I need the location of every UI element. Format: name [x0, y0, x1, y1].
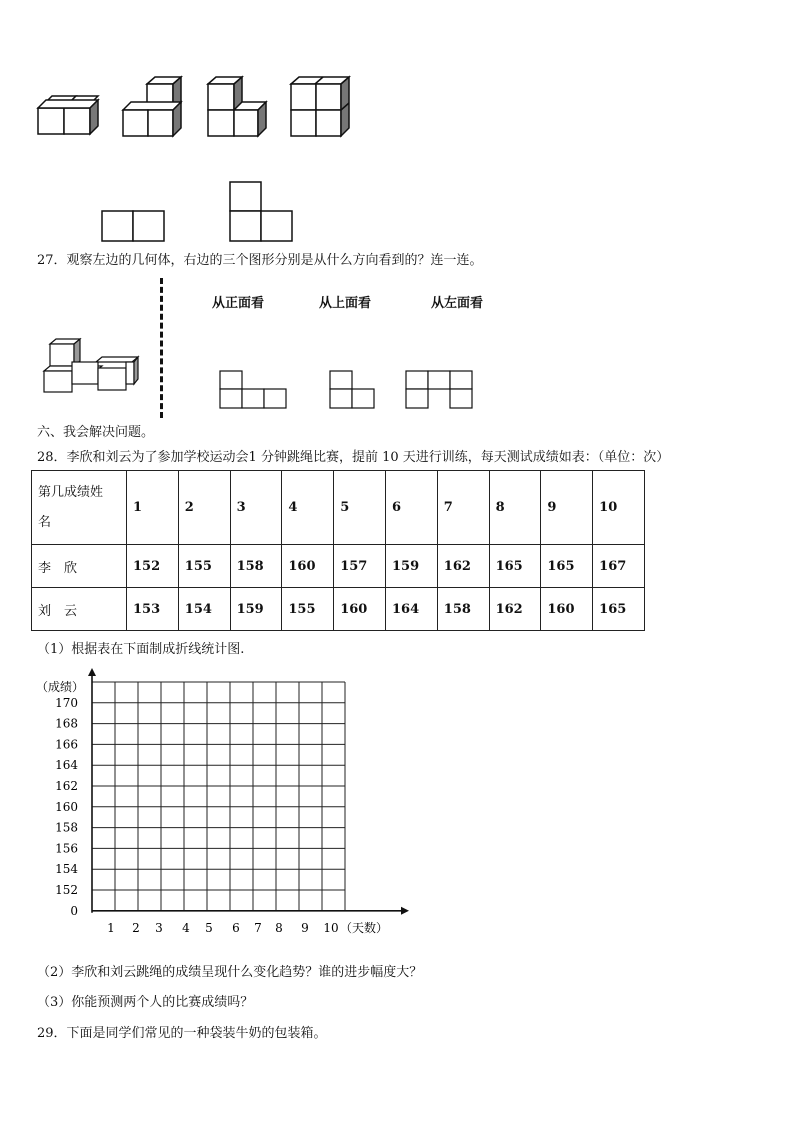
q28-part3: （3）你能预测两个人的比赛成绩吗？ — [37, 995, 254, 1010]
score-cell: 159 — [385, 545, 437, 588]
score-cell: 158 — [437, 588, 489, 631]
day-header: 5 — [334, 471, 386, 545]
day-header: 1 — [127, 471, 179, 545]
score-cell: 165 — [593, 588, 645, 631]
day-header: 9 — [541, 471, 593, 545]
score-cell: 155 — [178, 545, 230, 588]
score-cell: 165 — [489, 545, 541, 588]
q28-part1: （1）根据表在下面制成折线统计图. — [37, 642, 245, 657]
score-cell: 155 — [282, 588, 334, 631]
score-cell: 159 — [230, 588, 282, 631]
corner-line-2: 名 — [38, 514, 52, 530]
x-axis-label: （天数） — [340, 920, 389, 935]
y-axis-label: （成绩） — [36, 680, 85, 694]
view-label-front: 从正面看 — [212, 296, 265, 311]
day-header: 3 — [230, 471, 282, 545]
y-tick-label: 156 — [55, 841, 78, 856]
row-name: 刘 云 — [32, 588, 127, 631]
q27-text: 27．观察左边的几何体，右边的三个图形分别是从什么方向看到的？连一连。 — [37, 253, 483, 268]
y-tick-label: 0 — [70, 903, 78, 918]
x-tick-label: 10 — [323, 920, 339, 935]
score-cell: 152 — [127, 545, 179, 588]
day-header: 7 — [437, 471, 489, 545]
score-cell: 157 — [334, 545, 386, 588]
y-tick-label: 160 — [55, 799, 78, 814]
y-tick-label: 166 — [55, 737, 78, 752]
view-label-left: 从左面看 — [431, 296, 484, 311]
y-tick-label: 168 — [55, 716, 78, 731]
score-cell: 167 — [593, 545, 645, 588]
x-tick-label: 4 — [182, 920, 190, 935]
score-cell: 162 — [437, 545, 489, 588]
day-header: 8 — [489, 471, 541, 545]
score-cell: 165 — [541, 545, 593, 588]
x-tick-label: 5 — [205, 920, 213, 935]
y-axis-arrow — [88, 668, 96, 676]
score-cell: 158 — [230, 545, 282, 588]
y-tick-label: 158 — [55, 820, 78, 835]
x-tick-label: 8 — [275, 920, 283, 935]
section6-heading: 六、我会解决问题。 — [37, 425, 155, 440]
score-cell: 153 — [127, 588, 179, 631]
score-cell: 160 — [541, 588, 593, 631]
x-axis-arrow — [401, 907, 409, 915]
x-tick-label: 7 — [254, 920, 262, 935]
q29-text: 29．下面是同学们常见的一种袋装牛奶的包装箱。 — [37, 1026, 327, 1041]
score-cell: 160 — [334, 588, 386, 631]
x-tick-label: 2 — [132, 920, 140, 935]
q28-text: 28．李欣和刘云为了参加学校运动会1 分钟跳绳比赛，提前 10 天进行训练，每天测试成绩如表：（单位：次） — [37, 450, 670, 465]
corner-line-1: 第几成绩姓 — [38, 484, 104, 500]
x-tick-label: 9 — [301, 920, 309, 935]
y-tick-label: 152 — [55, 883, 78, 897]
score-cell: 154 — [178, 588, 230, 631]
x-tick-label: 3 — [155, 920, 163, 935]
y-tick-label: 164 — [55, 758, 78, 773]
day-header: 2 — [178, 471, 230, 545]
view-label-top: 从上面看 — [319, 296, 372, 311]
x-tick-label: 1 — [107, 920, 115, 935]
score-cell: 162 — [489, 588, 541, 631]
x-tick-label: 6 — [232, 920, 240, 935]
day-header: 4 — [282, 471, 334, 545]
score-cell: 164 — [385, 588, 437, 631]
score-cell: 160 — [282, 545, 334, 588]
q28-part2: （2）李欣和刘云跳绳的成绩呈现什么变化趋势？谁的进步幅度大？ — [37, 965, 423, 980]
y-tick-label: 162 — [55, 779, 78, 793]
row-name: 李 欣 — [32, 545, 127, 588]
day-header: 10 — [593, 471, 645, 545]
y-tick-label: 170 — [55, 695, 78, 710]
day-header: 6 — [385, 471, 437, 545]
y-tick-label: 154 — [55, 862, 78, 877]
